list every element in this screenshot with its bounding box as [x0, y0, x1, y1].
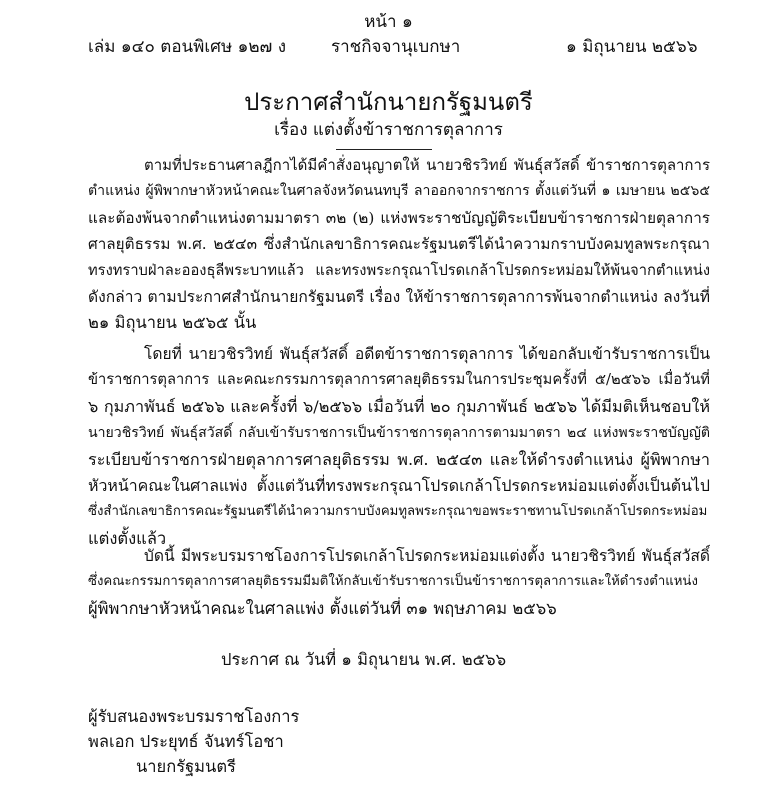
- text-line: ทรงทราบฝ่าละอองธุลีพระบาทแล้ว และทรงพระกรุณาโปรดเกล้าโปรดกระหม่อมให้พ้นจากตำแหน่ง: [88, 261, 710, 279]
- text-line: ระเบียบข้าราชการฝ่ายตุลาการศาลยุติธรรม พ.ศ. ๒๕๔๓ และให้ดำรงตำแหน่ง ผู้พิพากษา: [88, 449, 710, 469]
- header-date: ๑ มิถุนายน ๒๕๖๖: [566, 37, 698, 57]
- signatory-position: นายกรัฐมนตรี: [136, 757, 236, 776]
- text-line: ผู้พิพากษาหัวหน้าคณะในศาลแพ่ง ตั้งแต่วันที่ ๓๑ พฤษภาคม ๒๕๖๖: [88, 598, 557, 618]
- text-line: ตามที่ประธานศาลฎีกาได้มีคำสั่งอนุญาตให้ นายวชิรวิทย์ พันธุ์สวัสดิ์ ข้าราชการตุลาการ: [144, 156, 710, 174]
- text-line: บัดนี้ มีพระบรมราชโองการโปรดเกล้าโปรดกระหม่อมแต่งตั้ง นายวชิรวิทย์ พันธุ์สวัสดิ์: [144, 547, 710, 565]
- signatory-name: พลเอก ประยุทธ์ จันทร์โอชา: [88, 732, 284, 751]
- text-line: ศาลยุติธรรม พ.ศ. ๒๕๔๓ ซึ่งสำนักเลขาธิการคณะรัฐมนตรีได้นำความกราบบังคมทูลพระกรุณา: [88, 235, 710, 254]
- document-title: ประกาศสำนักนายกรัฐมนตรี: [244, 88, 533, 116]
- text-line: ตำแหน่ง ผู้พิพากษาหัวหน้าคณะในศาลจังหวัดนนทบุรี ลาออกจากราชการ ตั้งแต่วันที่ ๑ เมษายน ๒๕๖๕: [88, 183, 710, 200]
- announcement-date: ประกาศ ณ วันที่ ๑ มิถุนายน พ.ศ. ๒๕๖๖: [221, 650, 507, 669]
- countersign-title: ผู้รับสนองพระบรมราชโองการ: [88, 707, 300, 726]
- paragraph-3: [88, 543, 710, 622]
- paragraph-2: [88, 341, 710, 552]
- publication-name: ราชกิจจานุเบกษา: [331, 37, 461, 57]
- text-line: หัวหน้าคณะในศาลแพ่ง ตั้งแต่วันที่ทรงพระกรุณาโปรดเกล้าโปรดกระหม่อมแต่งตั้งเป็นต้นไป: [88, 475, 710, 495]
- text-line: ๒๑ มิถุนายน ๒๕๖๕ นั้น: [88, 313, 257, 333]
- page-number: หน้า ๑: [364, 12, 413, 32]
- text-line: นายวชิรวิทย์ พันธุ์สวัสดิ์ กลับเข้ารับราชการเป็นข้าราชการตุลาการตามมาตรา ๒๔ แห่งพระราชบัญญัติ: [88, 425, 710, 442]
- text-line: ๖ กุมภาพันธ์ ๒๕๖๖ และครั้งที่ ๖/๒๕๖๖ เมื่อวันที่ ๒๐ กุมภาพันธ์ ๒๕๖๖ ได้มีมติเห็นชอบให้: [88, 396, 710, 416]
- document-subject: เรื่อง แต่งตั้งข้าราชการตุลาการ: [274, 120, 503, 140]
- text-line: ข้าราชการตุลาการ และคณะกรรมการตุลาการศาลยุติธรรมในการประชุมครั้งที่ ๕/๒๕๖๖ เมื่อวันที่: [88, 371, 710, 389]
- text-line: ซึ่งคณะกรรมการตุลาการศาลยุติธรรมมีมติให้กลับเข้ารับราชการเป็นข้าราชการตุลาการและให้ดำรงตำแหน่ง: [88, 574, 698, 590]
- text-line: ดังกล่าว ตามประกาศสำนักนายกรัฐมนตรี เรื่อง ให้ข้าราชการตุลาการพ้นจากตำแหน่ง ลงวันที่: [88, 287, 710, 306]
- text-line: แต่งตั้งแล้ว: [88, 528, 167, 548]
- text-line: โดยที่ นายวชิรวิทย์ พันธุ์สวัสดิ์ อดีตข้าราชการตุลาการ ได้ขอกลับเข้ารับราชการเป็น: [144, 345, 710, 363]
- volume-info: เล่ม ๑๔๐ ตอนพิเศษ ๑๒๗ ง: [88, 37, 287, 57]
- title-divider: [336, 149, 432, 150]
- text-line: ซึ่งสำนักเลขาธิการคณะรัฐมนตรีได้นำความกราบบังคมทูลพระกรุณาขอพระราชทานโปรดเกล้าโปรดกระหม่อม: [88, 504, 708, 520]
- paragraph-1: [88, 152, 710, 337]
- text-line: และต้องพ้นจากตำแหน่งตามมาตรา ๓๒ (๒) แห่งพระราชบัญญัติระเบียบข้าราชการฝ่ายตุลาการ: [88, 208, 710, 227]
